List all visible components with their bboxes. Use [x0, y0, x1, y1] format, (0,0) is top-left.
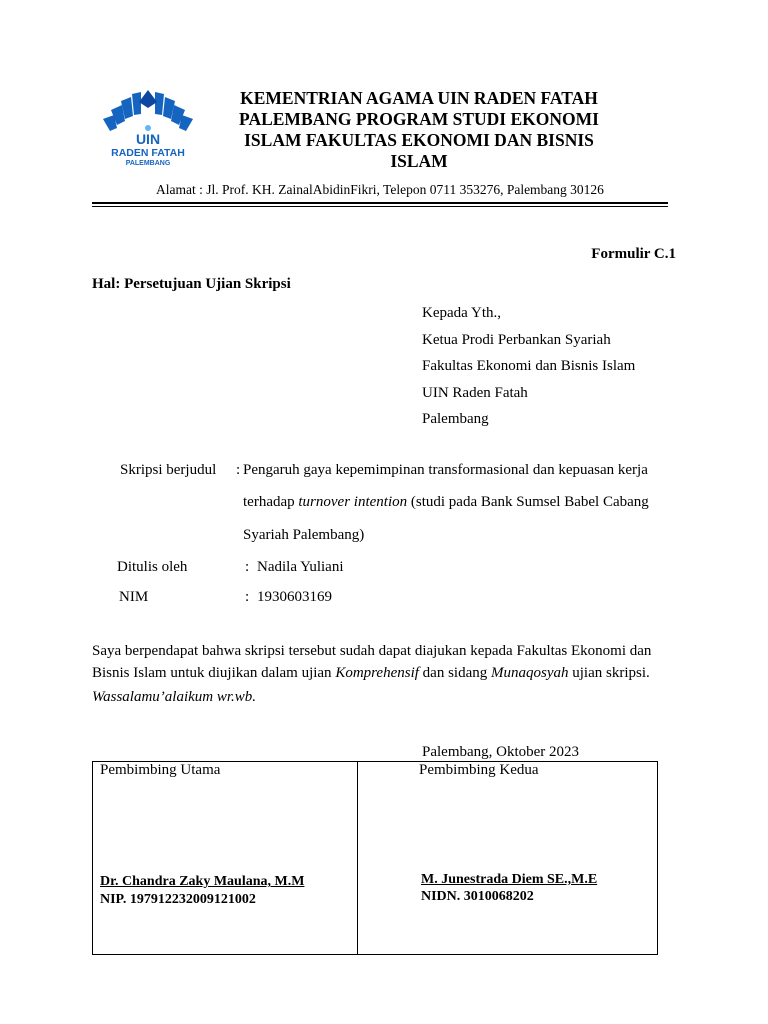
- letterhead-title-line: PALEMBANG PROGRAM STUDI EKONOMI: [239, 109, 599, 129]
- signature-table: [92, 761, 658, 955]
- recipient-line: Ketua Prodi Perbankan Syariah: [422, 331, 611, 348]
- letterhead-divider: [92, 202, 668, 204]
- letterhead-title-line: ISLAM FAKULTAS EKONOMI DAN BISNIS: [244, 130, 594, 150]
- supervisor-1-id: NIP. 197912232009121002: [100, 892, 256, 907]
- recipient-line: Fakultas Ekonomi dan Bisnis Islam: [422, 358, 636, 374]
- thesis-title-text: (studi pada Bank Sumsel Babel Cabang: [407, 494, 649, 510]
- statement-text: ujian skripsi.: [568, 665, 650, 681]
- letterhead-address: Alamat : Jl. Prof. KH. ZainalAbidinFikri, Telepon 0711 353276, Palembang 30126: [156, 182, 604, 197]
- supervisor-2-role: Pembimbing Kedua: [419, 762, 539, 778]
- letterhead-title: [212, 88, 626, 172]
- supervisor-1-role: Pembimbing Utama: [100, 762, 221, 778]
- thesis-title-text: terhadap: [243, 494, 299, 510]
- recipient-block: [422, 300, 635, 433]
- signature-table-divider: [357, 761, 358, 955]
- closing-greeting: Wassalamu’alaikum wr.wb.: [92, 689, 257, 705]
- recipient-line: Palembang: [422, 411, 489, 427]
- recipient-line: UIN Raden Fatah: [422, 384, 528, 401]
- statement-text: dan sidang: [418, 665, 491, 681]
- thesis-title-line: [243, 494, 649, 511]
- thesis-title-line: Pengaruh gaya kepemimpinan transformasional dan kepuasan kerja: [243, 462, 648, 478]
- supervisor-2-name: M. Junestrada Diem SE.,M.E: [421, 872, 598, 887]
- thesis-title-label: Skripsi berjudul: [120, 462, 217, 478]
- letterhead-divider-thin: [92, 206, 668, 207]
- logo-name-text: RADEN FATAH: [111, 147, 185, 159]
- nim-colon: :: [245, 589, 250, 605]
- statement-text: Saya berpendapat bahwa skripsi tersebut sudah dapat diajukan kepada Fakultas Ekonomi dan Bisnis Islam untuk diujikan dalam ujian: [92, 643, 652, 681]
- author-value: Nadila Yuliani: [257, 559, 344, 575]
- supervisor-1-name: Dr. Chandra Zaky Maulana, M.M: [100, 874, 305, 889]
- university-logo: [100, 88, 196, 168]
- author-label: Ditulis oleh: [117, 559, 188, 575]
- letterhead-title-line: ISLAM: [390, 151, 448, 171]
- logo-acronym-text: UIN: [135, 131, 161, 147]
- supervisor-2-id: NIDN. 3010068202: [421, 889, 534, 904]
- statement-italic: Munaqosyah: [491, 665, 569, 681]
- nim-label: NIM: [119, 589, 149, 605]
- thesis-title-italic: turnover intention: [298, 494, 408, 510]
- thesis-title-line: Syariah Palembang): [243, 527, 365, 543]
- recipient-line: Kepada Yth.,: [422, 305, 501, 321]
- form-code: Formulir C.1: [591, 246, 676, 262]
- letter-subject: Hal: Persetujuan Ujian Skripsi: [92, 276, 291, 292]
- letterhead-title-line: KEMENTRIAN AGAMA UIN RADEN FATAH: [240, 88, 598, 108]
- statement-italic: Komprehensif: [335, 665, 419, 681]
- place-date: Palembang, Oktober 2023: [422, 744, 580, 760]
- thesis-title-colon: :: [236, 462, 241, 478]
- logo-city-text: PALEMBANG: [125, 160, 171, 167]
- nim-value: 1930603169: [257, 589, 332, 605]
- statement-paragraph: [92, 640, 682, 684]
- author-colon: :: [245, 559, 250, 575]
